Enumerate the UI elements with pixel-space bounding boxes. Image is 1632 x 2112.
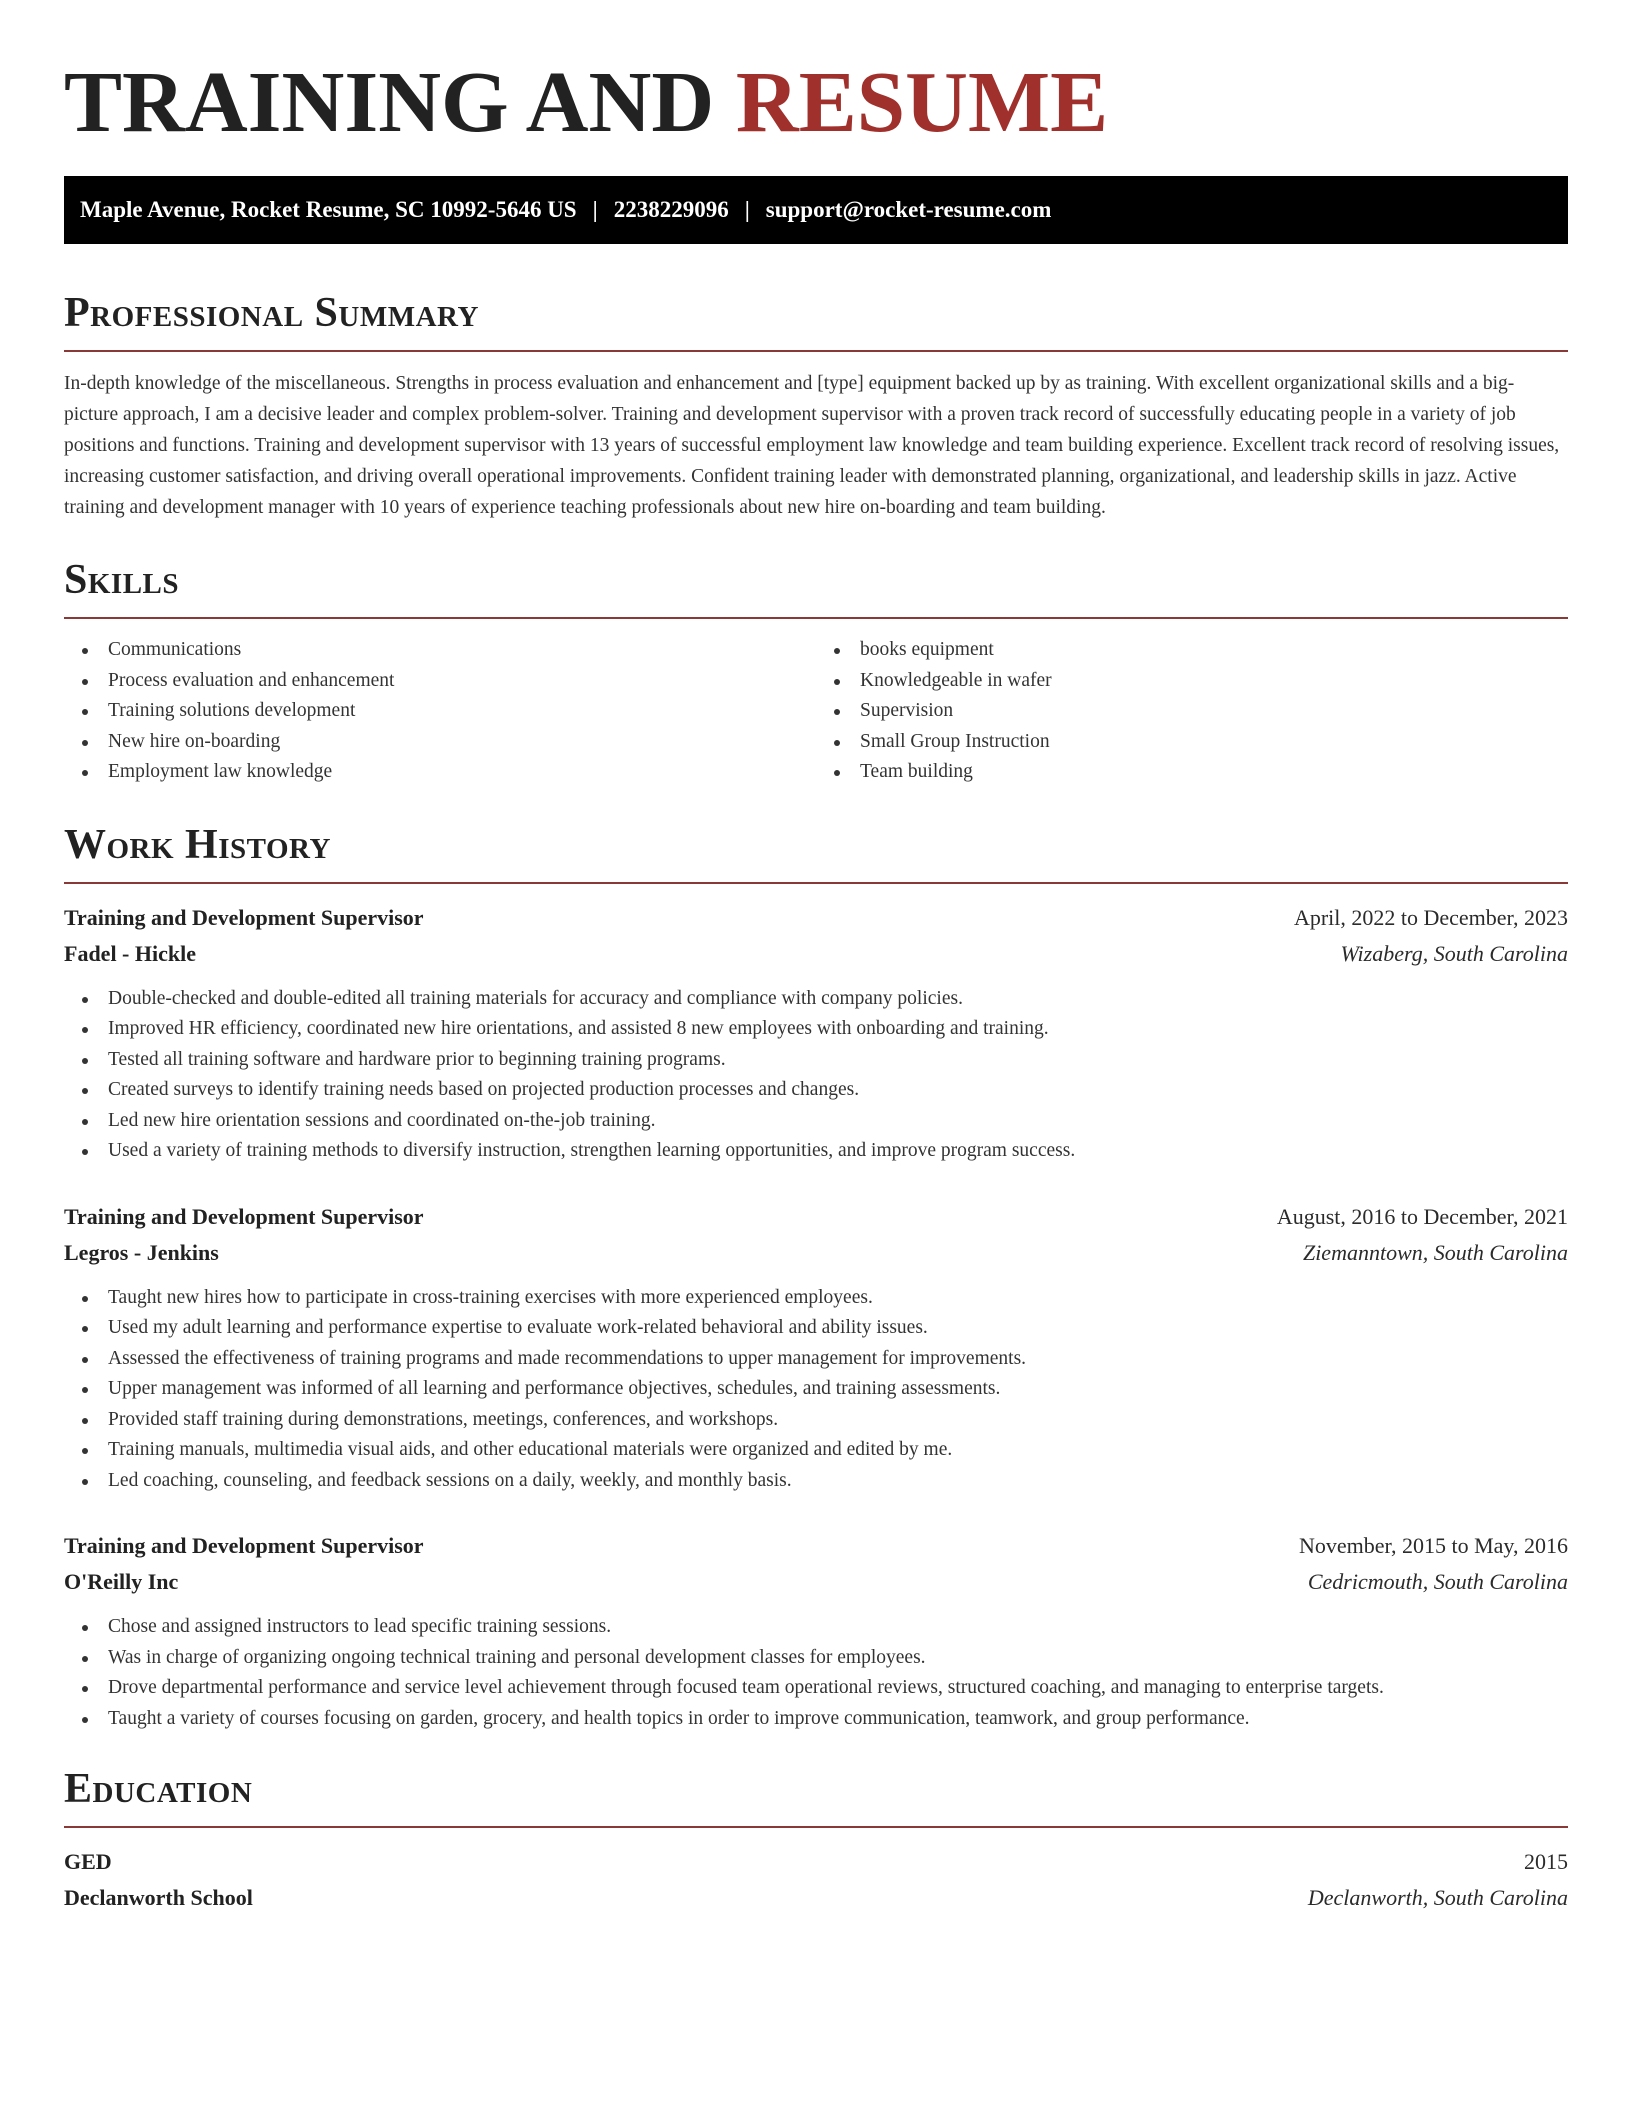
skill-item: Process evaluation and enhancement <box>64 666 816 697</box>
job-title: Training and Development Supervisor <box>64 904 424 930</box>
skill-item: Employment law knowledge <box>64 757 816 788</box>
job-location: Ziemanntown, South Carolina <box>1302 1239 1568 1265</box>
job-duty-item: Led new hire orientation sessions and coordinated on-the-job training. <box>64 1106 1568 1137</box>
skill-item: books equipment <box>816 635 1568 666</box>
contact-separator: | <box>744 197 750 222</box>
job-duty-item: Led coaching, counseling, and feedback sessions on a daily, weekly, and monthly basis. <box>64 1466 1568 1497</box>
education-year: 2015 <box>1524 1849 1568 1874</box>
skill-item: Supervision <box>816 696 1568 727</box>
education-section <box>64 1764 1568 1916</box>
job-duty-item: Created surveys to identify training needs based on projected production processes and changes. <box>64 1075 1568 1106</box>
job-duty-item: Double-checked and double-edited all training materials for accuracy and compliance with company policies. <box>64 984 1568 1015</box>
job-header-row <box>64 1528 1568 1564</box>
job-duty-item: Upper management was informed of all learning and performance objectives, schedules, and training assessments. <box>64 1374 1568 1405</box>
job-entry <box>64 1528 1568 1734</box>
job-title: Training and Development Supervisor <box>64 1203 424 1229</box>
job-company-row <box>64 1235 1568 1271</box>
job-dates: November, 2015 to May, 2016 <box>1299 1533 1568 1558</box>
name-part-1: TRAINING AND <box>64 53 715 150</box>
section-divider <box>64 1826 1568 1828</box>
job-company: O'Reilly Inc <box>64 1569 179 1594</box>
skill-item: Training solutions development <box>64 696 816 727</box>
job-entry <box>64 900 1568 1167</box>
job-duty-item: Taught a variety of courses focusing on garden, grocery, and health topics in order to improve communication, teamwork, and group performance. <box>64 1704 1568 1735</box>
job-duty-item: Was in charge of organizing ongoing technical training and personal development classes for employees. <box>64 1643 1568 1674</box>
education-school-row <box>64 1880 1568 1916</box>
section-divider <box>64 617 1568 619</box>
job-company: Legros - Jenkins <box>64 1239 219 1265</box>
resume-name-heading <box>64 54 1568 150</box>
section-divider <box>64 882 1568 884</box>
job-dates: August, 2016 to December, 2021 <box>1276 1203 1568 1229</box>
job-duties-list <box>64 984 1568 1167</box>
skills-list-left <box>64 635 816 788</box>
job-duty-item: Assessed the effectiveness of training programs and made recommendations to upper management for improvements. <box>64 1344 1568 1375</box>
contact-phone: 2238229096 <box>613 197 729 222</box>
job-company-row <box>64 1564 1568 1600</box>
skills-section <box>64 555 1568 788</box>
job-entry <box>64 1199 1568 1497</box>
job-duty-item: Used a variety of training methods to diversify instruction, strengthen learning opportunities, and improve program success. <box>64 1136 1568 1167</box>
job-company: Fadel - Hickle <box>64 940 196 966</box>
job-dates: April, 2022 to December, 2023 <box>1293 904 1568 930</box>
contact-email: support@rocket-resume.com <box>765 197 1052 222</box>
job-duty-item: Training manuals, multimedia visual aids, and other educational materials were organized and edited by me. <box>64 1435 1568 1466</box>
skill-item: Team building <box>816 757 1568 788</box>
contact-separator: | <box>592 197 598 222</box>
skills-list-right <box>816 635 1568 788</box>
skill-item: Knowledgeable in wafer <box>816 666 1568 697</box>
section-title-summary: Professional Summary <box>64 290 479 336</box>
job-duty-item: Taught new hires how to participate in cross-training exercises with more experienced employees. <box>64 1283 1568 1314</box>
job-duty-item: Improved HR efficiency, coordinated new hire orientations, and assisted 8 new employees with onboarding and training. <box>64 1014 1568 1045</box>
job-duty-item: Drove departmental performance and service level achievement through focused team operational reviews, structured coaching, and managing to enterprise targets. <box>64 1673 1568 1704</box>
section-title-work: Work History <box>64 821 331 868</box>
job-duty-item: Chose and assigned instructors to lead specific training sessions. <box>64 1612 1568 1643</box>
job-title: Training and Development Supervisor <box>64 1533 424 1558</box>
section-title-education: Education <box>64 1766 253 1812</box>
summary-text: In-depth knowledge of the miscellaneous. Strengths in process evaluation and enhancement and [type] equipment backed up by as training. With excellent organizational skills and a big-picture approach, I am a decisive leader and complex problem-solver. Training and development supervisor with a proven track record of successfully educating people in a variety of job positions and functions. Training and development supervisor with 13 years of successful employment law knowledge and team building experience. Excellent track record of resolving issues, increasing customer satisfaction, and driving overall operational improvements. Confident training leader with demonstrated planning, organizational, and leadership skills in jazz. Active training and development manager with 10 years of experience teaching professionals about new hire on-boarding and team building. <box>64 373 1560 518</box>
education-location: Declanworth, South Carolina <box>1307 1885 1568 1910</box>
work-history-section <box>64 820 1568 1735</box>
job-location: Wizaberg, South Carolina <box>1340 940 1568 966</box>
contact-address: Maple Avenue, Rocket Resume, SC 10992-5646 US <box>80 197 577 222</box>
education-degree-row <box>64 1844 1568 1880</box>
section-title-skills: Skills <box>64 557 180 603</box>
skills-columns <box>64 635 1568 788</box>
job-company-row <box>64 936 1568 972</box>
skill-item: Communications <box>64 635 816 666</box>
job-header-row <box>64 1199 1568 1235</box>
skill-item: New hire on-boarding <box>64 727 816 758</box>
job-duty-item: Provided staff training during demonstrations, meetings, conferences, and workshops. <box>64 1405 1568 1436</box>
skill-item: Small Group Instruction <box>816 727 1568 758</box>
education-school: Declanworth School <box>64 1885 253 1910</box>
job-location: Cedricmouth, South Carolina <box>1307 1569 1568 1594</box>
job-header-row <box>64 900 1568 936</box>
name-part-2: RESUME <box>735 53 1109 150</box>
contact-bar <box>64 176 1568 244</box>
job-duties-list <box>64 1283 1568 1497</box>
section-divider <box>64 350 1568 352</box>
education-degree: GED <box>64 1849 112 1874</box>
job-duty-item: Tested all training software and hardware prior to beginning training programs. <box>64 1045 1568 1076</box>
job-duties-list <box>64 1612 1568 1734</box>
education-entry <box>64 1844 1568 1916</box>
job-duty-item: Used my adult learning and performance expertise to evaluate work-related behavioral and ability issues. <box>64 1313 1568 1344</box>
professional-summary-section <box>64 288 1568 523</box>
